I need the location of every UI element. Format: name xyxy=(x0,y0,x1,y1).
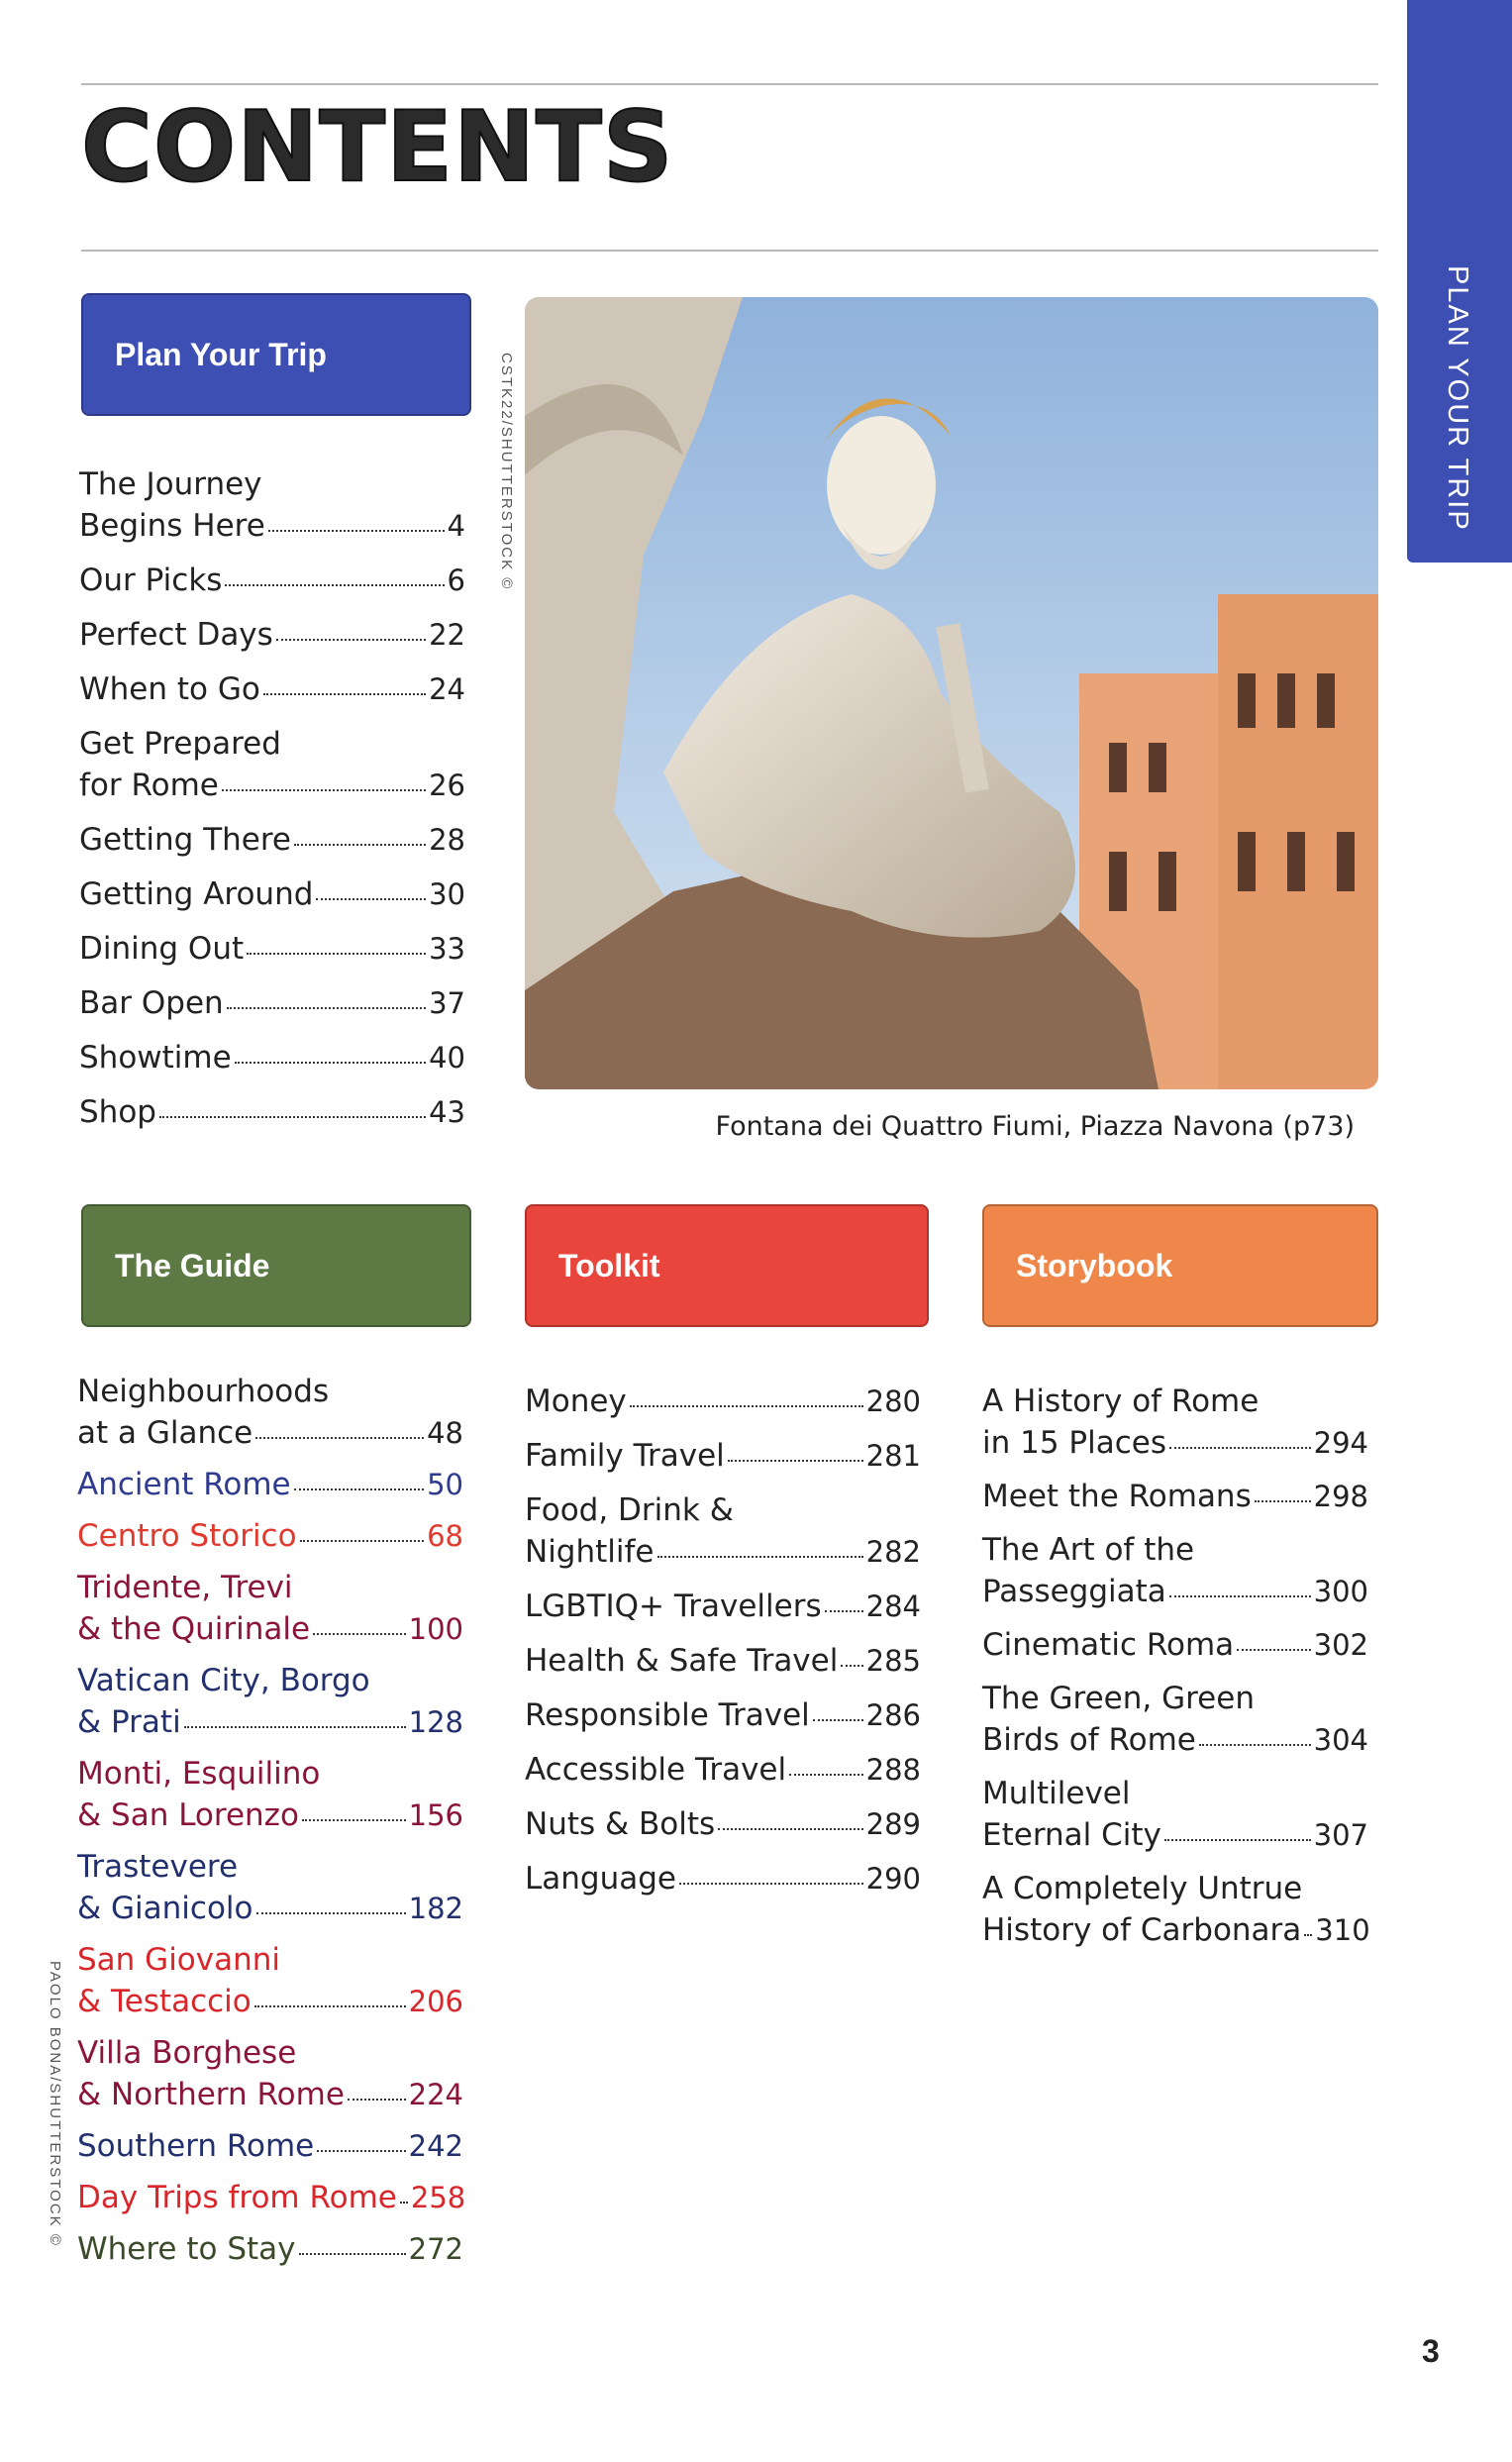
toc-page-number: 294 xyxy=(1313,1426,1368,1460)
toc-page-number: 224 xyxy=(408,2078,463,2111)
the-guide-button[interactable] xyxy=(81,1204,471,1327)
top-rule xyxy=(81,83,1378,85)
toc-leader-dots xyxy=(254,2005,406,2007)
toc-page-number: 272 xyxy=(408,2232,463,2266)
toc-entry-title: Getting There xyxy=(79,822,291,858)
toc-page-number: 24 xyxy=(429,672,465,706)
toc-leader-dots xyxy=(1199,1744,1311,1746)
toc-entry-title: Neighbourhoods xyxy=(77,1374,330,1409)
toc-leader-dots xyxy=(227,1007,426,1009)
toc-entry-title: A Completely Untrue xyxy=(982,1871,1303,1906)
toc-leader-dots xyxy=(1164,1839,1311,1841)
toc-entry[interactable] xyxy=(982,1381,1368,1464)
toc-entry-title: The Journey xyxy=(79,466,262,502)
toc-leader-dots xyxy=(255,1437,424,1439)
toc-page-number: 28 xyxy=(429,823,465,857)
toc-entry[interactable] xyxy=(77,1846,463,1929)
toc-entry[interactable] xyxy=(77,1567,463,1650)
toc-entry-title: Responsible Travel xyxy=(525,1697,810,1733)
toc-page-number: 100 xyxy=(408,1612,463,1646)
toc-entry[interactable] xyxy=(77,1371,463,1454)
toc-page-number: 304 xyxy=(1313,1723,1368,1757)
toc-page-number: 310 xyxy=(1315,1913,1370,1947)
toc-entry[interactable] xyxy=(77,1660,463,1743)
toc-entry-title: & the Quirinale xyxy=(77,1611,311,1647)
toc-page-number: 258 xyxy=(410,2181,466,2214)
toc-entry[interactable] xyxy=(525,1489,921,1573)
toc-entry-title: Language xyxy=(525,1861,676,1897)
toc-leader-dots xyxy=(299,2253,406,2255)
toc-page-number: 289 xyxy=(865,1807,921,1841)
fountain-image xyxy=(525,297,1378,1089)
fountain-photo xyxy=(525,297,1378,1089)
toc-page-number: 37 xyxy=(429,986,465,1020)
toc-page-number: 290 xyxy=(865,1862,921,1896)
toc-entry-title: Shop xyxy=(79,1094,156,1130)
toc-entry-title: Perfect Days xyxy=(79,617,273,653)
toc-entry-title: Money xyxy=(525,1384,627,1419)
toc-page-number: 298 xyxy=(1313,1480,1368,1513)
toc-leader-dots xyxy=(1169,1447,1311,1449)
toolkit-button[interactable] xyxy=(525,1204,929,1327)
toc-entry-title: When to Go xyxy=(79,671,260,707)
toc-entry-title: & Prati xyxy=(77,1704,181,1740)
toc-entry-title: Southern Rome xyxy=(77,2128,315,2164)
toc-entry[interactable] xyxy=(525,1640,921,1682)
toc-entry[interactable] xyxy=(77,2032,463,2115)
toc-entry-title: Dining Out xyxy=(79,931,245,967)
toc-leader-dots xyxy=(728,1460,863,1462)
toc-page-number: 6 xyxy=(447,564,465,597)
toc-entry-title: Meet the Romans xyxy=(982,1479,1252,1514)
toc-leader-dots xyxy=(300,1540,425,1542)
storybook-label: Storybook xyxy=(1016,1247,1173,1283)
toc-page-number: 307 xyxy=(1313,1818,1368,1852)
toc-leader-dots xyxy=(1169,1595,1311,1597)
toc-entry[interactable] xyxy=(77,2228,463,2270)
toc-page-number: 206 xyxy=(408,1985,463,2018)
guide-toc xyxy=(77,1371,466,2280)
plan-your-trip-label: Plan Your Trip xyxy=(115,336,327,372)
toc-page-number: 128 xyxy=(408,1705,463,1739)
toc-entry-title: Day Trips from Rome xyxy=(77,2180,397,2215)
toc-entry[interactable] xyxy=(77,1464,463,1505)
toc-leader-dots xyxy=(256,1912,406,1914)
toc-page-number: 285 xyxy=(865,1644,921,1678)
toc-entry-title: Multilevel xyxy=(982,1776,1131,1811)
toc-entry-title: Villa Borghese xyxy=(77,2035,297,2071)
toc-entry[interactable] xyxy=(77,1515,463,1557)
toc-leader-dots xyxy=(1237,1649,1310,1651)
plan-your-trip-button[interactable] xyxy=(81,293,471,416)
storybook-toc xyxy=(982,1381,1368,1963)
toc-leader-dots xyxy=(294,844,426,846)
toc-entry[interactable] xyxy=(525,1694,921,1736)
toc-entry[interactable] xyxy=(79,928,465,970)
toc-entry-title: Bar Open xyxy=(79,985,224,1021)
toc-entry[interactable] xyxy=(79,819,465,861)
toc-entry[interactable] xyxy=(77,2177,466,2218)
toc-entry-title: & Testaccio xyxy=(77,1984,252,2019)
toc-page-number: 50 xyxy=(427,1468,463,1501)
toc-leader-dots xyxy=(789,1774,863,1776)
toc-entry-title: Where to Stay xyxy=(77,2231,296,2267)
toc-entry-title: Monti, Esquilino xyxy=(77,1756,321,1792)
toc-leader-dots xyxy=(718,1828,862,1830)
toc-page-number: 48 xyxy=(427,1416,463,1450)
toc-entry[interactable] xyxy=(79,982,465,1024)
toc-entry-title: The Green, Green xyxy=(982,1681,1255,1716)
toc-leader-dots xyxy=(222,789,426,791)
toc-leader-dots xyxy=(1255,1500,1311,1502)
toc-leader-dots xyxy=(235,1062,426,1064)
toc-entry[interactable] xyxy=(982,1868,1368,1951)
toc-page-number: 281 xyxy=(865,1439,921,1473)
page-title: CONTENTS xyxy=(81,91,674,204)
toc-entry[interactable] xyxy=(525,1858,921,1899)
the-guide-label: The Guide xyxy=(115,1247,270,1283)
toc-page-number: 43 xyxy=(429,1095,465,1129)
toc-entry[interactable] xyxy=(525,1803,921,1845)
toc-page-number: 40 xyxy=(429,1041,465,1075)
toc-entry-title: Our Picks xyxy=(79,563,223,598)
toc-entry-title: Family Travel xyxy=(525,1438,725,1474)
toc-leader-dots xyxy=(263,693,426,695)
plan-toc xyxy=(79,463,465,1146)
toc-leader-dots xyxy=(825,1610,863,1612)
toc-leader-dots xyxy=(159,1116,426,1118)
toc-entry[interactable] xyxy=(982,1624,1368,1666)
toolkit-toc xyxy=(525,1381,921,1912)
toc-entry-title: Tridente, Trevi xyxy=(77,1570,293,1605)
toc-page-number: 26 xyxy=(429,769,465,802)
toc-entry-title: & Northern Rome xyxy=(77,2077,345,2112)
toc-entry[interactable] xyxy=(79,463,465,547)
toc-page-number: 286 xyxy=(865,1698,921,1732)
toc-entry-title: Centro Storico xyxy=(77,1518,297,1554)
toc-entry-title: & Gianicolo xyxy=(77,1891,253,1926)
toc-entry[interactable] xyxy=(525,1586,921,1627)
toc-leader-dots xyxy=(184,1726,406,1728)
toc-leader-dots xyxy=(679,1883,863,1885)
toc-entry[interactable] xyxy=(79,560,465,601)
toc-leader-dots xyxy=(348,2099,406,2101)
toc-leader-dots xyxy=(247,953,426,955)
toc-page-number: 284 xyxy=(865,1590,921,1623)
toc-leader-dots xyxy=(400,2202,408,2204)
toc-page-number: 288 xyxy=(865,1753,921,1787)
toc-entry[interactable] xyxy=(525,1381,921,1422)
toc-leader-dots xyxy=(1304,1934,1312,1936)
page-number: 3 xyxy=(1422,2333,1440,2369)
toc-leader-dots xyxy=(225,584,444,586)
toc-entry-title: Eternal City xyxy=(982,1817,1161,1853)
toc-page-number: 242 xyxy=(408,2129,463,2163)
toc-entry-title: Showtime xyxy=(79,1040,232,1076)
toc-entry-title: Get Prepared xyxy=(79,726,281,762)
toc-leader-dots xyxy=(276,639,426,641)
toc-entry[interactable] xyxy=(525,1749,921,1791)
toc-page-number: 156 xyxy=(408,1798,463,1832)
toc-page-number: 33 xyxy=(429,932,465,966)
toc-entry-title: at a Glance xyxy=(77,1415,253,1451)
toc-entry-title: A History of Rome xyxy=(982,1384,1260,1419)
toc-leader-dots xyxy=(302,1819,406,1821)
toc-entry-title: Birds of Rome xyxy=(982,1722,1196,1758)
toc-page-number: 4 xyxy=(447,509,465,543)
storybook-button[interactable] xyxy=(982,1204,1378,1327)
toc-entry[interactable] xyxy=(77,2125,463,2167)
toc-entry-title: Nuts & Bolts xyxy=(525,1806,716,1842)
toc-entry-title: The Art of the xyxy=(982,1532,1195,1568)
toc-page-number: 302 xyxy=(1313,1628,1368,1662)
toc-entry-title: Passeggiata xyxy=(982,1574,1166,1609)
toc-entry-title: Trastevere xyxy=(77,1849,239,1885)
side-tab-label: PLAN YOUR TRIP xyxy=(1442,265,1473,532)
toc-entry-title: in 15 Places xyxy=(982,1425,1166,1461)
toc-page-number: 282 xyxy=(865,1535,921,1569)
toc-entry[interactable] xyxy=(79,668,465,710)
toc-entry-title: San Giovanni xyxy=(77,1942,281,1978)
toc-leader-dots xyxy=(317,2150,405,2152)
toc-page-number: 280 xyxy=(865,1385,921,1418)
toc-entry-title: Health & Safe Travel xyxy=(525,1643,839,1679)
toc-leader-dots xyxy=(294,1488,424,1490)
toc-entry-title: Ancient Rome xyxy=(77,1467,291,1502)
toc-page-number: 68 xyxy=(427,1519,463,1553)
toc-entry-title: Vatican City, Borgo xyxy=(77,1663,370,1698)
photo-caption: Fontana dei Quattro Fiumi, Piazza Navona (p73) xyxy=(715,1111,1355,1142)
title-rule xyxy=(81,250,1378,252)
toc-entry-title: & San Lorenzo xyxy=(77,1797,299,1833)
toc-entry-title: Cinematic Roma xyxy=(982,1627,1235,1663)
toc-entry[interactable] xyxy=(982,1476,1368,1517)
toc-leader-dots xyxy=(657,1556,863,1558)
toc-entry-title: LGBTIQ+ Travellers xyxy=(525,1589,822,1624)
toc-entry-title: Food, Drink & xyxy=(525,1492,734,1528)
toc-entry-title: for Rome xyxy=(79,768,219,803)
toc-entry-title: Accessible Travel xyxy=(525,1752,787,1788)
toc-entry[interactable] xyxy=(79,723,465,806)
toc-page-number: 30 xyxy=(429,877,465,911)
toc-entry[interactable] xyxy=(525,1435,921,1477)
toc-entry[interactable] xyxy=(77,1753,463,1836)
toc-entry-title: History of Carbonara xyxy=(982,1912,1302,1948)
toolkit-label: Toolkit xyxy=(558,1247,660,1283)
photo-credit: CSTK22/SHUTTERSTOCK © xyxy=(498,353,515,591)
toc-entry[interactable] xyxy=(79,1037,465,1078)
toc-entry-title: Nightlife xyxy=(525,1534,655,1570)
toc-entry[interactable] xyxy=(77,1939,463,2022)
toc-page-number: 182 xyxy=(408,1892,463,1925)
toc-leader-dots xyxy=(268,530,445,532)
toc-entry-title: Begins Here xyxy=(79,508,265,544)
toc-entry[interactable] xyxy=(79,1091,465,1133)
side-photo-credit: PAOLO BONA/SHUTTERSTOCK © xyxy=(47,1961,63,2247)
toc-leader-dots xyxy=(313,1633,406,1635)
toc-entry[interactable] xyxy=(982,1529,1368,1612)
toc-entry[interactable] xyxy=(79,873,465,915)
toc-entry[interactable] xyxy=(982,1773,1368,1856)
toc-page-number: 300 xyxy=(1313,1575,1368,1608)
toc-leader-dots xyxy=(813,1719,863,1721)
toc-entry[interactable] xyxy=(79,614,465,656)
toc-entry[interactable] xyxy=(982,1678,1368,1761)
toc-leader-dots xyxy=(316,898,426,900)
toc-leader-dots xyxy=(630,1405,863,1407)
toc-entry-title: Getting Around xyxy=(79,876,314,912)
toc-leader-dots xyxy=(841,1665,862,1667)
toc-page-number: 22 xyxy=(429,618,465,652)
